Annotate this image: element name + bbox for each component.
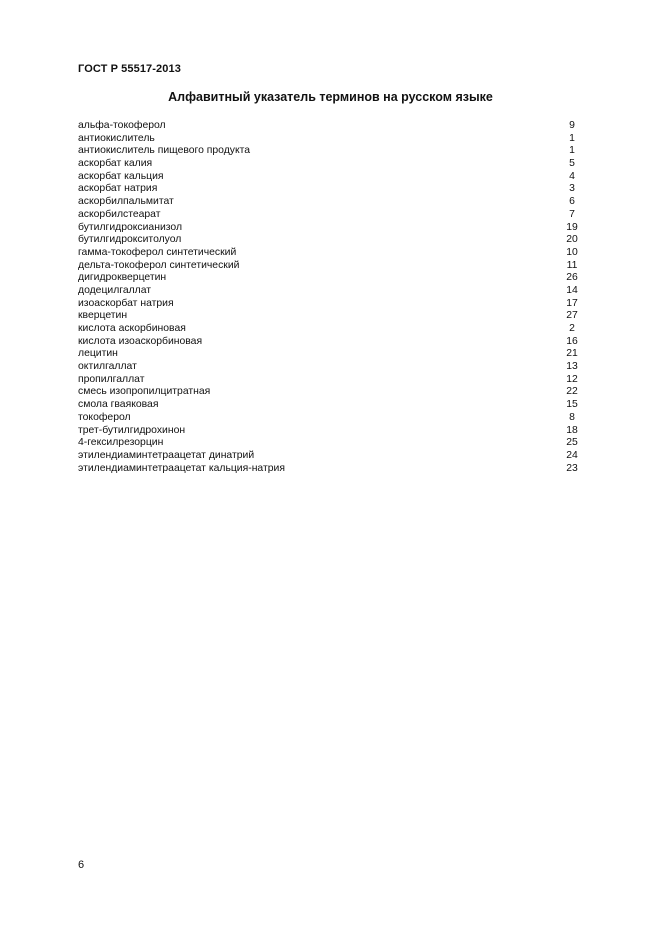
index-entry-term: лецитин [78,348,118,360]
index-entry [78,145,584,158]
index-entry-page-ref: 1 [569,145,575,157]
index-entry-page-ref: 22 [566,386,578,398]
index-entry [78,386,584,399]
index-entry-term: кверцетин [78,310,128,322]
index-entry-page-ref: 27 [566,310,578,322]
index-entry-page-ref: 17 [566,297,578,309]
index-entry-page-ref: 19 [566,221,578,233]
index-entry [78,260,584,273]
index-entry-term: токоферол [78,411,131,423]
index-entry-page-ref: 20 [566,234,578,246]
index-entry-page-ref: 10 [566,246,578,258]
index-entry [78,425,584,438]
index-entry-term: этилендиаминтетраацетат динатрий [78,449,255,461]
index-entry-page-ref: 3 [569,183,575,195]
index-entry-page-ref: 6 [569,196,575,208]
index-entry-page-ref: 25 [566,437,578,449]
index-entry [78,285,584,298]
index-entry-term: изоаскорбат натрия [78,297,174,309]
index-entry [78,374,584,387]
index-entry [78,234,584,247]
index-entry [78,463,584,476]
index-entry-term: бутилгидроксианизол [78,221,183,233]
index-entry-term: смесь изопропилцитратная [78,386,211,398]
index-entry [78,399,584,412]
index-entry [78,412,584,425]
index-entry [78,361,584,374]
index-entry [78,310,584,323]
index-entry-page-ref: 2 [569,323,575,334]
index-entry-term: пропилгаллат [78,373,145,385]
index-entry [78,323,584,336]
index-entry-term: аскорбат кальция [78,170,164,182]
index-entry-page-ref: 12 [566,373,578,385]
index-entry-page-ref: 7 [569,208,575,220]
index-entry-term: аскорбат калия [78,158,153,170]
index-entry-page-ref: 1 [569,132,575,144]
index-entry [78,222,584,235]
index-entry-page-ref: 16 [566,335,578,347]
index-entry-term: бутилгидрокситолуол [78,234,182,246]
index-entry-term: аскорбилстеарат [78,208,161,220]
index-entry [78,437,584,450]
index-entry [78,348,584,361]
index-entry-term: гамма-токоферол синтетический [78,246,237,258]
index-entry-page-ref: 8 [569,411,575,423]
index-entry [78,171,584,184]
index-entry [78,298,584,311]
index-entry-page-ref: 4 [569,170,575,182]
index-entry-term: дельта-токоферол синтетический [78,259,240,271]
index-entry-term: дигидрокверцетин [78,272,167,284]
index-entry-page-ref: 14 [566,284,578,296]
index-entry-term: аскорбилпальмитат [78,196,174,208]
term-index-list [78,120,584,475]
index-entry [78,133,584,146]
index-entry-page-ref: 13 [566,361,578,373]
index-entry-page-ref: 15 [566,399,578,411]
index-entry-term: смола гваяковая [78,399,159,411]
index-entry-page-ref: 23 [566,462,578,474]
index-entry-term: антиокислитель пищевого продукта [78,145,251,157]
index-entry-term: альфа-токоферол [78,120,166,131]
index-entry [78,209,584,222]
index-entry-term: антиокислитель [78,132,155,144]
index-entry [78,247,584,260]
index-entry-page-ref: 18 [566,424,578,436]
index-entry-term: трет-бутилгидрохинон [78,424,186,436]
index-entry-term: октилгаллат [78,361,137,373]
index-title: Алфавитный указатель терминов на русском языке [168,90,493,104]
index-entry-term: аскорбат натрия [78,183,158,195]
index-entry-page-ref: 26 [566,272,578,284]
index-entry-term: кислота изоаскорбиновая [78,335,203,347]
index-entry-page-ref: 21 [566,348,578,360]
index-entry [78,120,584,133]
index-entry [78,336,584,349]
index-entry [78,196,584,209]
document-standard-id: ГОСТ Р 55517-2013 [78,63,181,75]
index-entry-term: этилендиаминтетраацетат кальция-натрия [78,462,285,474]
index-entry [78,272,584,285]
index-entry-term: кислота аскорбиновая [78,323,186,334]
index-entry-page-ref: 24 [566,449,578,461]
index-entry-page-ref: 9 [569,120,575,131]
page-number: 6 [78,859,85,871]
index-entry [78,450,584,463]
index-entry [78,183,584,196]
index-entry-term: додецилгаллат [78,284,152,296]
index-entry-term: 4-гексилрезорцин [78,437,164,449]
index-entry-page-ref: 5 [569,158,575,170]
index-entry-page-ref: 11 [566,259,578,271]
index-entry [78,158,584,171]
